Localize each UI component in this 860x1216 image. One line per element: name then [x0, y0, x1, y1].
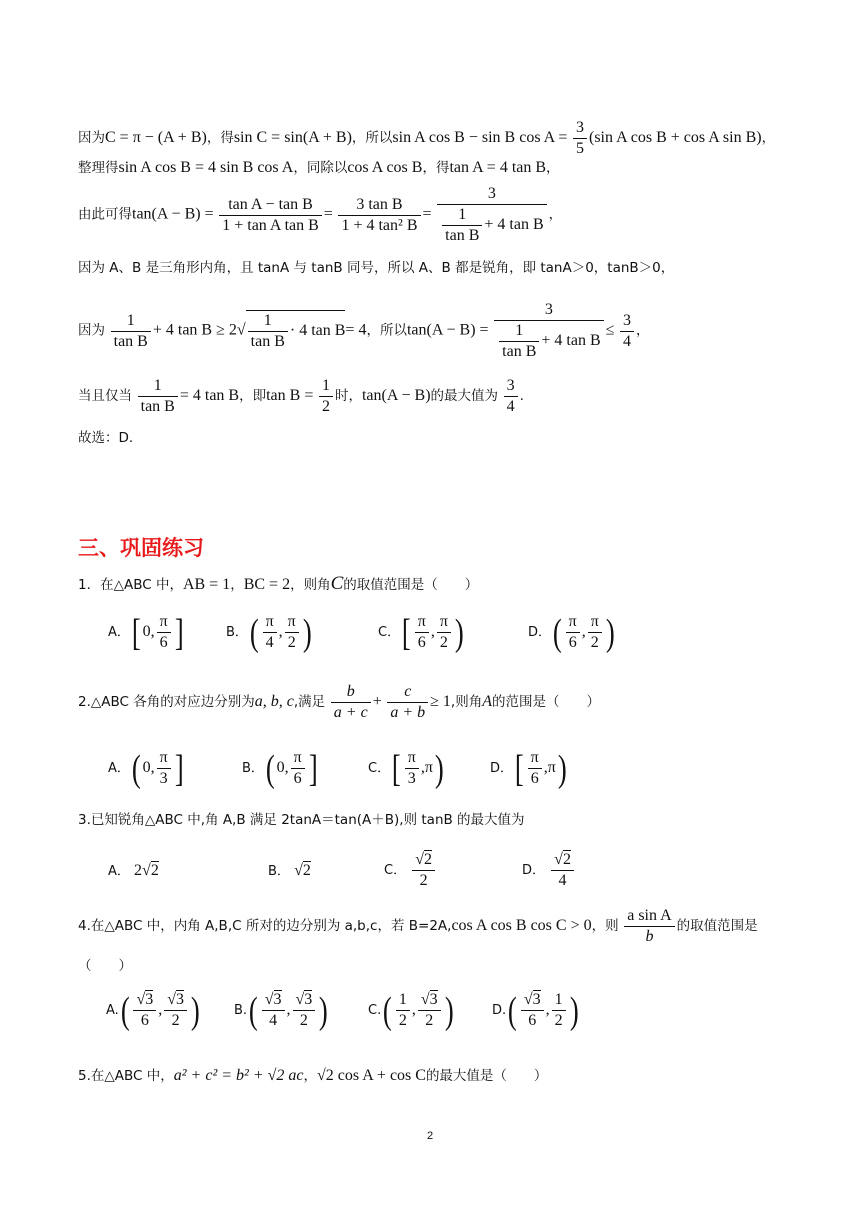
fraction: $\frac{1}{\text{tan B}}$: [111, 311, 151, 352]
option-b[interactable]: B.( $\frac{√3}{4}$ , $\frac{√3}{2}$ ): [234, 989, 329, 1032]
page-number: 2: [426, 1130, 434, 1142]
fraction: $\frac{\pi}{6}$: [528, 748, 542, 789]
section-heading: 三、巩固练习: [78, 536, 204, 560]
option-a[interactable]: A． 2√2: [108, 862, 159, 879]
option-c[interactable]: C． $\frac{√2}{2}$: [384, 850, 437, 891]
fraction: $\frac{\pi}{6}$: [157, 612, 171, 653]
option-c[interactable]: C.( $\frac{1}{2}$ , $\frac{√3}{2}$ ): [368, 989, 454, 1032]
fraction: $\frac{\pi}{3}$: [405, 748, 419, 789]
fraction: $\frac{\pi}{2}$: [437, 612, 451, 653]
question-5: 5.在△ABC 中，a² + c² = b² + √2 ac，√2 cos A + cos C的最大值是（ ）: [78, 1067, 548, 1084]
fraction: $\frac{\pi}{2}$: [588, 612, 602, 653]
option-b[interactable]: B．( 0, $\frac{\pi}{6}$ ]: [242, 747, 318, 790]
fraction: $\frac{\text{3 tan B}}{\text{1 + 4 tan² B}}$: [338, 195, 420, 236]
option-c[interactable]: C．[ $\frac{\pi}{3}$ ,π): [368, 747, 444, 790]
option-a[interactable]: A.( $\frac{√3}{6}$ , $\frac{√3}{2}$ ): [106, 989, 200, 1032]
fraction: $\frac{\pi}{6}$: [415, 612, 429, 653]
fraction: $\frac{√3}{6}$: [521, 990, 544, 1031]
fraction: 3 $\frac{1}{\text{tan B}}$ + 4 tan B: [494, 300, 603, 362]
fraction: $\frac{\pi}{4}$: [263, 612, 277, 653]
fraction: $\frac{1}{\text{tan B}}$: [442, 205, 482, 246]
fraction: $\frac{b}{a + c}$: [331, 682, 371, 723]
fraction: $\frac{1}{2}$: [396, 990, 410, 1031]
question-3: 3.已知锐角△ABC 中,角 A,B 满足 2tanA＝tan(A＋B),则 tanB 的最大值为: [78, 812, 525, 828]
fraction: $\frac{√3}{2}$: [164, 990, 187, 1031]
question-4-answer-paren: （ ）: [78, 958, 132, 974]
option-d[interactable]: D．[ $\frac{\pi}{6}$ ,π): [490, 747, 567, 790]
solution-line-6: 当且仅当 $\frac{1}{\text{tan B}}$ = 4 tan B，即tan B = $\frac{1}{2}$ 时，tan(A − B)的最大值为 $\frac{3}{4}$ .: [78, 377, 524, 415]
fraction: $\frac{\pi}{6}$: [566, 612, 580, 653]
solution-line-3: 由此可得tan(A − B) = $\frac{\text{tan A − tan B}}{\text{1 + tan A tan B}}$ = $\frac{\text{3 tan B}}{\text{1 + 4 tan² B}}$ = 3 $\frac{1}{\text{tan B}}$ + 4 tan B ，: [78, 185, 563, 244]
fraction: $\frac{\pi}{2}$: [285, 612, 299, 653]
fraction: $\frac{\text{a sin A}}{b}$: [624, 906, 674, 947]
fraction: $\frac{1}{\text{tan B}}$: [499, 321, 539, 362]
fraction: $\frac{3}{4}$: [504, 376, 518, 417]
fraction: 3 $\frac{1}{\text{tan B}}$ + 4 tan B: [437, 184, 546, 246]
solution-line-1: 因为C = π − (A + B)，得sin C = sin(A + B)，所以sin A cos B − sin B cos A = $\frac{3}{5}$ (sin A cos B + cos A sin B)，: [78, 119, 776, 157]
fraction: $\frac{√2}{4}$: [551, 850, 574, 891]
fraction: $\frac{\pi}{6}$: [291, 748, 305, 789]
fraction: $\frac{3}{4}$: [620, 311, 634, 352]
option-b[interactable]: B．( $\frac{\pi}{4}$ , $\frac{\pi}{2}$ ): [226, 611, 312, 654]
solution-line-5: 因为 $\frac{1}{\text{tan B}}$ + 4 tan B ≥ 2√ $\frac{1}{\text{tan B}}$ · 4 tan B= 4，所以tan(A − B) = 3 $\frac{1}{\text{tan B}}$ + 4 tan B ≤ $\frac{3}{4}$ ，: [78, 301, 650, 360]
option-b[interactable]: B． √2: [268, 862, 311, 879]
option-a[interactable]: A．[ 0, $\frac{\pi}{6}$ ]: [108, 611, 184, 654]
question-4: 4.在△ABC 中，内角 A,B,C 所对的边分别为 a,b,c，若 B=2A,cos A cos B cos C > 0，则 $\frac{\text{a sin A}}{b}$ 的取值范围是: [78, 907, 758, 945]
fraction: $\frac{√2}{2}$: [412, 850, 435, 891]
fraction: $\frac{1}{\text{tan B}}$: [138, 376, 178, 417]
fraction: $\frac{\text{tan A − tan B}}{\text{1 + tan A tan B}}$: [219, 195, 322, 236]
fraction: $\frac{\pi}{3}$: [157, 748, 171, 789]
fraction: $\frac{c}{a + b}$: [387, 682, 428, 723]
fraction: $\frac{√3}{4}$: [262, 990, 285, 1031]
option-d[interactable]: D． $\frac{√2}{4}$: [522, 850, 576, 891]
fraction: $\frac{1}{2}$: [319, 376, 333, 417]
solution-line-4: 因为 A、B 是三角形内角，且 tanA 与 tanB 同号，所以 A、B 都是锐角，即 tanA＞0，tanB＞0，: [78, 260, 675, 276]
option-d[interactable]: D．( $\frac{\pi}{6}$ , $\frac{\pi}{2}$ ): [528, 611, 615, 654]
square-root: $\frac{1}{\text{tan B}}$ · 4 tan B: [246, 310, 346, 352]
solution-line-7: 故选：D.: [78, 430, 134, 446]
fraction: $\frac{√3}{6}$: [133, 990, 156, 1031]
question-1: 1．在△ABC 中，AB = 1，BC = 2，则角C的取值范围是（ ）: [78, 573, 479, 594]
fraction: $\frac{3}{5}$: [573, 118, 587, 159]
option-c[interactable]: C．[ $\frac{\pi}{6}$ , $\frac{\pi}{2}$ ): [378, 611, 464, 654]
option-a[interactable]: A．( 0, $\frac{\pi}{3}$ ]: [108, 747, 184, 790]
question-2: 2.△ABC 各角的对应边分别为a, b, c,满足 $\frac{b}{a + c}$ + $\frac{c}{a + b}$ ≥ 1,则角A的范围是（ ）: [78, 683, 600, 721]
fraction: $\frac{√3}{2}$: [293, 990, 316, 1031]
solution-line-2: 整理得sin A cos B = 4 sin B cos A，同除以cos A cos B，得tan A = 4 tan B，: [78, 159, 560, 176]
fraction: $\frac{1}{2}$: [552, 990, 566, 1031]
option-d[interactable]: D.( $\frac{√3}{6}$ , $\frac{1}{2}$ ): [492, 989, 579, 1032]
fraction: $\frac{√3}{2}$: [418, 990, 441, 1031]
fraction: $\frac{1}{\text{tan B}}$: [248, 311, 288, 352]
